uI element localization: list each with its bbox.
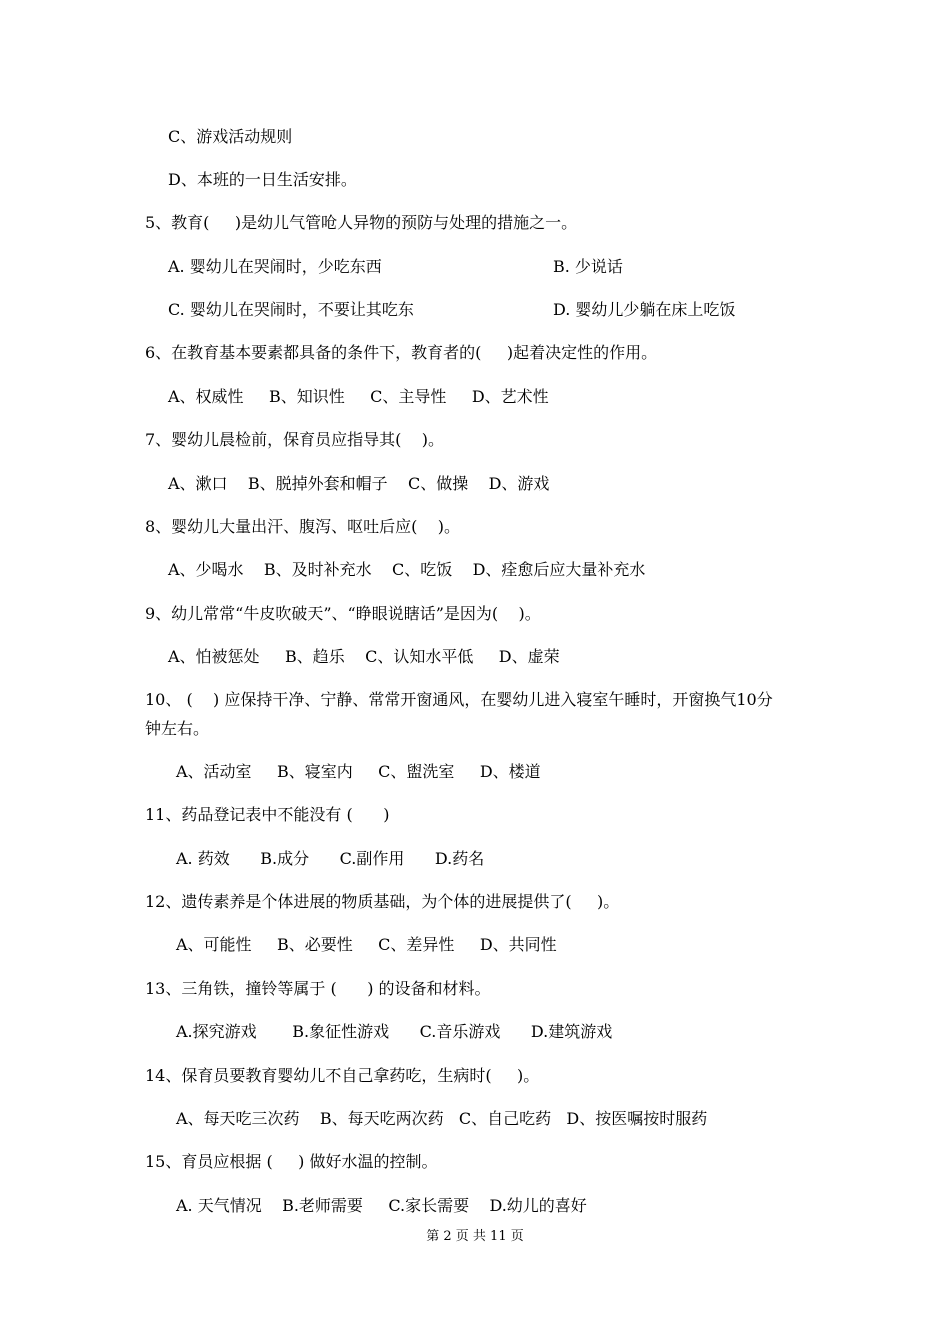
options-11: A. 药效 B.成分 C.副作用 D.药名 bbox=[176, 849, 485, 868]
question-5: 5、教育( )是幼儿气管呛人异物的预防与处理的措施之一。 bbox=[145, 213, 578, 232]
options-14: A、每天吃三次药 B、每天吃两次药 C、自己吃药 D、按医嘱按时服药 bbox=[176, 1109, 708, 1128]
options-10: A、活动室 B、寝室内 C、盥洗室 D、楼道 bbox=[176, 762, 541, 781]
options-8: A、少喝水 B、及时补充水 C、吃饭 D、痊愈后应大量补充水 bbox=[168, 560, 646, 579]
option-5c: C. 婴幼儿在哭闹时，不要让其吃东 bbox=[168, 300, 414, 319]
question-14: 14、保育员要教育婴幼儿不自己拿药吃，生病时( )。 bbox=[145, 1066, 540, 1085]
question-12: 12、遗传素养是个体进展的物质基础，为个体的进展提供了( )。 bbox=[145, 892, 620, 911]
options-13: A.探究游戏 B.象征性游戏 C.音乐游戏 D.建筑游戏 bbox=[176, 1022, 613, 1041]
question-7: 7、婴幼儿晨检前，保育员应指导其( )。 bbox=[145, 430, 445, 449]
question-10: 10、 ( ) 应保持干净、宁静、常常开窗通风，在婴幼儿进入寝室午睡时，开窗换气10分 bbox=[145, 690, 773, 709]
options-7: A、漱口 B、脱掉外套和帽子 C、做操 D、游戏 bbox=[168, 474, 550, 493]
option-4c: C、游戏活动规则 bbox=[168, 127, 293, 146]
options-15: A. 天气情况 B.老师需要 C.家长需要 D.幼儿的喜好 bbox=[176, 1196, 587, 1215]
question-9: 9、幼儿常常“牛皮吹破天”、“睁眼说瞎话”是因为( )。 bbox=[145, 604, 541, 623]
options-6: A、权威性 B、知识性 C、主导性 D、艺术性 bbox=[168, 387, 549, 406]
question-10-cont: 钟左右。 bbox=[145, 719, 210, 738]
options-12: A、可能性 B、必要性 C、差异性 D、共同性 bbox=[176, 935, 557, 954]
page-footer: 第 2 页 共 11 页 bbox=[426, 1229, 524, 1244]
question-13: 13、三角铁，撞铃等属于 ( ) 的设备和材料。 bbox=[145, 979, 491, 998]
question-8: 8、婴幼儿大量出汗、腹泻、呕吐后应( )。 bbox=[145, 517, 461, 536]
question-15: 15、育员应根据 ( ) 做好水温的控制。 bbox=[145, 1152, 438, 1171]
option-5d: D. 婴幼儿少躺在床上吃饭 bbox=[553, 300, 736, 319]
option-5a: A. 婴幼儿在哭闹时，少吃东西 bbox=[168, 257, 382, 276]
question-6: 6、在教育基本要素都具备的条件下，教育者的( )起着决定性的作用。 bbox=[145, 343, 658, 362]
option-5b: B. 少说话 bbox=[553, 257, 623, 276]
option-4d: D、本班的一日生活安排。 bbox=[168, 170, 357, 189]
options-9: A、怕被惩处 B、趋乐 C、认知水平低 D、虚荣 bbox=[168, 647, 560, 666]
question-11: 11、药品登记表中不能没有 ( ) bbox=[145, 805, 390, 824]
